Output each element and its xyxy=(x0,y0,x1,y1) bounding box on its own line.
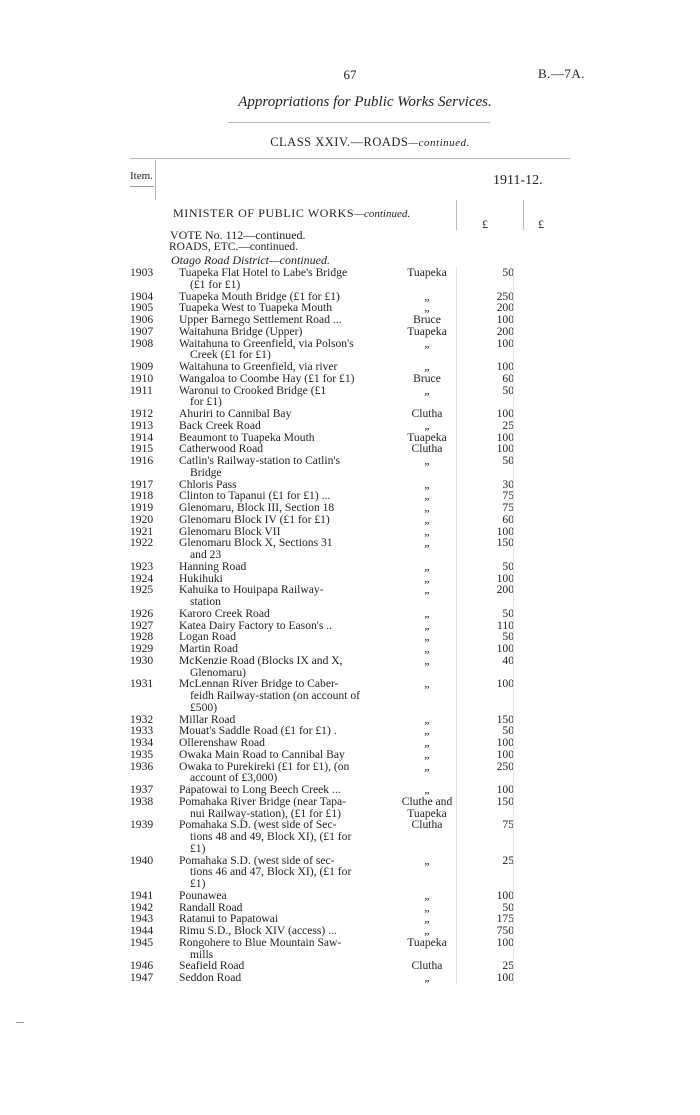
item-number: 1903 xyxy=(130,266,154,279)
item-number: 1904 xyxy=(130,289,154,303)
item-column-rule xyxy=(155,160,156,200)
table-row xyxy=(0,972,700,984)
item-description xyxy=(179,972,369,984)
electoral-district: „ xyxy=(424,924,430,937)
description-line: Chloris Pass xyxy=(179,477,237,491)
amount: 50 xyxy=(502,724,514,738)
item-description xyxy=(179,819,369,854)
description-line: Kahuika to Houipapa Railway- xyxy=(179,583,324,597)
description-line: Pounawea xyxy=(179,888,227,902)
description-continuation: account of £3,000) xyxy=(190,771,278,785)
amount: 50 xyxy=(502,630,514,644)
table-row xyxy=(0,631,700,643)
item-number: 1924 xyxy=(130,571,154,585)
description-line: Hanning Road xyxy=(179,559,247,573)
electoral-district: „ xyxy=(424,383,430,397)
amount: 750 xyxy=(496,924,514,937)
item-description xyxy=(179,455,369,479)
description-line: Karoro Creek Road xyxy=(179,606,270,620)
description-line: Seafield Road xyxy=(179,959,245,973)
amount: 50 xyxy=(502,559,514,573)
electoral-district: „ xyxy=(424,853,430,867)
item-description xyxy=(179,537,369,561)
table-row xyxy=(0,819,700,854)
electoral-district: Cluthe and Tuapeka xyxy=(401,794,453,820)
amount: 40 xyxy=(502,653,514,667)
item-number: 1935 xyxy=(130,747,154,761)
item-number: 1907 xyxy=(130,324,154,338)
item-header-underline xyxy=(130,186,154,187)
table-row xyxy=(0,725,700,737)
electoral-district: „ xyxy=(424,606,430,620)
amount: 50 xyxy=(502,454,514,467)
table-row xyxy=(0,514,700,526)
electoral-district: Bruce xyxy=(413,371,441,385)
item-number: 1915 xyxy=(130,442,154,456)
electoral-district: „ xyxy=(424,489,430,503)
description-line: Katea Dairy Factory to Eason's .. xyxy=(179,618,333,632)
amount: 100 xyxy=(496,888,514,902)
electoral-district: „ xyxy=(424,888,430,902)
item-number: 1910 xyxy=(130,371,154,385)
amount: 25 xyxy=(502,959,514,973)
item-number: 1917 xyxy=(130,477,154,491)
electoral-district: „ xyxy=(424,536,430,550)
description-continuation: and 23 xyxy=(190,548,222,561)
table-row xyxy=(0,408,700,420)
description-line: Upper Barnego Settlement Road ... xyxy=(179,313,342,326)
description-line: Waitahuna Bridge (Upper) xyxy=(179,324,303,338)
table-row xyxy=(0,855,700,890)
currency-symbol-a: £ xyxy=(482,217,488,231)
table-row xyxy=(0,561,700,573)
item-description xyxy=(179,796,369,820)
item-number: 1942 xyxy=(130,900,154,914)
amount: 100 xyxy=(496,360,514,373)
item-number: 1936 xyxy=(130,759,154,773)
item-number: 1932 xyxy=(130,712,154,726)
item-description xyxy=(179,855,369,890)
item-number: 1921 xyxy=(130,524,154,538)
amount-column-rule-body xyxy=(513,267,514,984)
electoral-district: „ xyxy=(424,418,430,432)
item-number: 1918 xyxy=(130,489,154,503)
electoral-district: „ xyxy=(424,759,430,773)
class-title-text: CLASS XXIV.—ROADS xyxy=(270,135,409,149)
electoral-district: „ xyxy=(424,524,430,538)
description-line: Pomahaka S.D. (west side of sec- xyxy=(179,853,335,867)
district-column-rule-body xyxy=(456,267,457,984)
amount: 100 xyxy=(496,642,514,655)
item-number: 1916 xyxy=(130,454,154,467)
minister-heading xyxy=(173,206,410,221)
header-rule-top xyxy=(130,158,570,159)
item-number: 1909 xyxy=(130,360,154,373)
electoral-district: Tuapeka xyxy=(407,935,447,949)
table-row xyxy=(0,737,700,749)
item-number: 1931 xyxy=(130,677,154,691)
amount-column-rule xyxy=(523,200,524,230)
electoral-district: Clutha xyxy=(411,407,443,420)
item-number: 1937 xyxy=(130,783,154,796)
amount: 200 xyxy=(496,301,514,315)
table-row xyxy=(0,925,700,937)
amount: 100 xyxy=(496,442,514,456)
table-row xyxy=(0,302,700,314)
electoral-district: „ xyxy=(424,559,430,573)
item-number: 1906 xyxy=(130,313,154,326)
description-continuation: station xyxy=(190,595,221,608)
description-continuation: tions 48 and 49, Block XI), (£1 for £1) xyxy=(190,830,352,855)
electoral-district: „ xyxy=(424,583,430,597)
item-number: 1946 xyxy=(130,959,154,973)
description-line: Beaumont to Tuapeka Mouth xyxy=(179,430,315,444)
description-line: Wangaloa to Coombe Hay (£1 for £1) xyxy=(179,371,355,385)
table-row xyxy=(0,455,700,479)
table-row xyxy=(0,267,700,291)
item-number: 1928 xyxy=(130,630,154,644)
table-row xyxy=(0,913,700,925)
electoral-district: „ xyxy=(424,736,430,749)
item-number: 1947 xyxy=(130,971,154,984)
item-number: 1923 xyxy=(130,559,154,573)
description-line: Pomahaka River Bridge (near Tapa- xyxy=(179,794,347,808)
item-number: 1933 xyxy=(130,724,154,738)
table-row xyxy=(0,937,700,961)
electoral-district: „ xyxy=(424,900,430,914)
electoral-district: Tuapeka xyxy=(407,266,447,279)
amount: 150 xyxy=(496,536,514,550)
electoral-district: „ xyxy=(424,912,430,926)
electoral-district: „ xyxy=(424,477,430,491)
table-row xyxy=(0,479,700,491)
description-line: Glenomaru, Block III, Section 18 xyxy=(179,501,335,514)
table-row xyxy=(0,902,700,914)
description-line: Papatowai to Long Beech Creek ... xyxy=(179,783,341,796)
description-line: Logan Road xyxy=(179,630,236,644)
item-number: 1922 xyxy=(130,536,154,550)
amount: 100 xyxy=(496,407,514,420)
district-column-rule xyxy=(456,200,457,230)
electoral-district: „ xyxy=(424,783,430,796)
electoral-district: „ xyxy=(424,501,430,514)
table-row xyxy=(0,432,700,444)
electoral-district: „ xyxy=(424,642,430,655)
description-continuation: Glenomaru) xyxy=(190,665,247,679)
description-line: Ollerenshaw Road xyxy=(179,736,265,749)
table-row xyxy=(0,784,700,796)
description-continuation: Bridge xyxy=(190,465,222,479)
amount: 50 xyxy=(502,606,514,620)
description-line: Randall Road xyxy=(179,900,243,914)
appropriations-table xyxy=(0,267,700,984)
item-number: 1940 xyxy=(130,853,154,867)
electoral-district: Tuapeka xyxy=(407,430,447,444)
description-line: Hukihuki xyxy=(179,571,223,585)
description-line: Rongohere to Blue Mountain Saw- xyxy=(179,935,342,949)
amount: 100 xyxy=(496,677,514,691)
electoral-district: „ xyxy=(424,724,430,738)
description-line: Mouat's Saddle Road (£1 for £1) . xyxy=(179,724,337,738)
amount: 200 xyxy=(496,324,514,338)
item-number: 1941 xyxy=(130,888,154,902)
item-number: 1913 xyxy=(130,418,154,432)
item-number: 1934 xyxy=(130,736,154,749)
table-row xyxy=(0,526,700,538)
class-title-suffix: —continued. xyxy=(408,137,470,149)
amount: 250 xyxy=(496,289,514,303)
amount: 175 xyxy=(496,912,514,926)
description-line: Owaka to Purekireki (£1 for £1), (on xyxy=(179,759,350,773)
table-row xyxy=(0,655,700,679)
class-title xyxy=(0,135,700,150)
amount: 250 xyxy=(496,759,514,773)
item-number: 1911 xyxy=(130,383,153,397)
item-number: 1929 xyxy=(130,642,154,655)
table-row xyxy=(0,373,700,385)
minister-text: MINISTER OF PUBLIC WORKS xyxy=(173,206,355,220)
description-line: Catlin's Railway-station to Catlin's xyxy=(179,454,341,467)
item-number: 1920 xyxy=(130,512,154,526)
table-row xyxy=(0,761,700,785)
electoral-district: „ xyxy=(424,747,430,761)
electoral-district: „ xyxy=(424,571,430,585)
item-number: 1944 xyxy=(130,924,154,937)
description-continuation: tions 46 and 47, Block XI), (£1 for £1) xyxy=(190,865,352,890)
description-line: Ratanui to Papatowai xyxy=(179,912,279,926)
electoral-district: „ xyxy=(424,677,430,691)
table-row xyxy=(0,620,700,632)
amount: 100 xyxy=(496,747,514,761)
electoral-district: „ xyxy=(424,653,430,667)
table-row xyxy=(0,608,700,620)
amount: 60 xyxy=(502,512,514,526)
item-description xyxy=(179,267,369,291)
document-reference: B.—7A. xyxy=(538,66,586,81)
description-line: Back Creek Road xyxy=(179,418,261,432)
amount: 100 xyxy=(496,783,514,796)
amount: 100 xyxy=(496,524,514,538)
item-number: 1926 xyxy=(130,606,154,620)
amount: 25 xyxy=(502,418,514,432)
table-row xyxy=(0,749,700,761)
title-rule xyxy=(228,122,490,123)
electoral-district: „ xyxy=(424,630,430,644)
item-description xyxy=(179,937,369,961)
table-row xyxy=(0,890,700,902)
table-row xyxy=(0,338,700,362)
roads-heading: ROADS, ETC.—continued. xyxy=(169,241,299,253)
page-number: 67 xyxy=(343,67,357,82)
electoral-district: Clutha xyxy=(411,442,443,456)
electoral-district: Tuapeka xyxy=(407,324,447,338)
description-line: Owaka Main Road to Cannibal Bay xyxy=(179,747,345,761)
table-row xyxy=(0,385,700,409)
page-title: Appropriations for Public Works Services. xyxy=(238,94,492,110)
item-description xyxy=(179,385,369,409)
item-column-header: Item. xyxy=(130,170,153,182)
item-number: 1912 xyxy=(130,407,154,420)
amount: 150 xyxy=(496,794,514,808)
district-heading: Otago Road District—continued. xyxy=(171,253,330,267)
description-line: Ahuriri to Cannibal Bay xyxy=(179,407,292,420)
description-line: Martin Road xyxy=(179,642,238,655)
currency-symbol-b: £ xyxy=(538,217,544,231)
description-line: Waitahuna to Greenfield, via river xyxy=(179,360,338,373)
electoral-district: „ xyxy=(424,289,430,303)
item-number: 1914 xyxy=(130,430,154,444)
amount: 110 xyxy=(497,618,514,632)
item-description xyxy=(179,655,369,679)
item-number: 1905 xyxy=(130,301,154,315)
electoral-district: Clutha xyxy=(411,818,443,832)
table-row xyxy=(0,960,700,972)
amount: 50 xyxy=(502,266,514,279)
description-line: Tuapeka West to Tuapeka Mouth xyxy=(179,301,333,315)
amount: 100 xyxy=(496,736,514,749)
amount: 50 xyxy=(502,383,514,397)
amount: 25 xyxy=(502,853,514,867)
electoral-district: „ xyxy=(424,336,430,350)
description-line: McLennan River Bridge to Caber- xyxy=(179,677,339,691)
table-row xyxy=(0,643,700,655)
description-line: Clinton to Tapanui (£1 for £1) ... xyxy=(179,489,331,503)
table-row xyxy=(0,490,700,502)
amount: 100 xyxy=(496,571,514,585)
table-row xyxy=(0,573,700,585)
vote-heading: VOTE No. 112—continued. xyxy=(170,228,306,242)
electoral-district: Clutha xyxy=(411,959,443,973)
amount: 100 xyxy=(496,430,514,444)
item-number: 1908 xyxy=(130,336,154,350)
table-row xyxy=(0,714,700,726)
table-row xyxy=(0,796,700,820)
amount: 30 xyxy=(502,477,514,491)
amount: 75 xyxy=(502,818,514,832)
amount: 60 xyxy=(502,371,514,385)
table-row xyxy=(0,502,700,514)
description-line: Glenomaru Block IV (£1 for £1) xyxy=(179,512,330,526)
electoral-district: „ xyxy=(424,360,430,373)
electoral-district: „ xyxy=(424,712,430,726)
item-description xyxy=(179,761,369,785)
description-continuation: (£1 for £1) xyxy=(190,277,241,291)
item-number: 1927 xyxy=(130,618,154,632)
item-number: 1945 xyxy=(130,935,154,949)
year-column-header: 1911-12. xyxy=(493,173,543,188)
item-number: 1919 xyxy=(130,501,154,514)
item-number: 1925 xyxy=(130,583,154,597)
description-line: Glenomaru Block X, Sections 31 xyxy=(179,536,333,550)
margin-mark xyxy=(16,1022,24,1023)
item-description xyxy=(179,584,369,608)
item-description xyxy=(179,678,369,713)
description-continuation: Creek (£1 for £1) xyxy=(190,348,271,362)
electoral-district: „ xyxy=(424,301,430,315)
amount: 75 xyxy=(502,501,514,514)
table-row xyxy=(0,584,700,608)
amount: 100 xyxy=(496,971,514,984)
table-row xyxy=(0,678,700,713)
minister-suffix: —continued. xyxy=(354,208,411,220)
description-line: Catherwood Road xyxy=(179,442,264,456)
description-line: Glenomaru Block VII xyxy=(179,524,281,538)
item-description xyxy=(179,338,369,362)
item-number: 1938 xyxy=(130,794,154,808)
amount: 100 xyxy=(496,313,514,326)
electoral-district: Bruce xyxy=(413,313,441,326)
description-continuation: mills xyxy=(190,947,214,961)
description-line: Millar Road xyxy=(179,712,236,726)
table-row xyxy=(0,537,700,561)
description-line: Seddon Road xyxy=(179,971,242,984)
item-number: 1930 xyxy=(130,653,154,667)
description-line: McKenzie Road (Blocks IX and X, xyxy=(179,653,343,667)
description-continuation: nui Railway-station), (£1 for £1) xyxy=(190,806,342,820)
table-row xyxy=(0,291,700,303)
description-line: Tuapeka Mouth Bridge (£1 for £1) xyxy=(179,289,340,303)
description-line: Waronui to Crooked Bridge (£1 xyxy=(179,383,327,397)
description-continuation: for £1) xyxy=(190,395,222,409)
description-line: Pomahaka S.D. (west side of Sec- xyxy=(179,818,337,832)
amount: 75 xyxy=(502,489,514,503)
description-line: Tuapeka Flat Hotel to Labe's Bridge xyxy=(179,266,348,279)
table-row xyxy=(0,443,700,455)
description-continuation: feidh Railway-station (on account of £500) xyxy=(190,689,360,714)
item-number: 1943 xyxy=(130,912,154,926)
amount: 150 xyxy=(496,712,514,726)
amount: 50 xyxy=(502,900,514,914)
description-line: Waitahuna to Greenfield, via Polson's xyxy=(179,336,354,350)
description-line: Rimu S.D., Block XIV (access) ... xyxy=(179,924,337,937)
electoral-district: „ xyxy=(424,512,430,526)
table-row xyxy=(0,420,700,432)
amount: 100 xyxy=(496,336,514,350)
electoral-district: „ xyxy=(424,454,430,467)
amount: 100 xyxy=(496,935,514,949)
electoral-district: „ xyxy=(424,618,430,632)
table-row xyxy=(0,314,700,326)
amount: 200 xyxy=(496,583,514,597)
item-number: 1939 xyxy=(130,818,154,832)
electoral-district: „ xyxy=(424,971,430,984)
